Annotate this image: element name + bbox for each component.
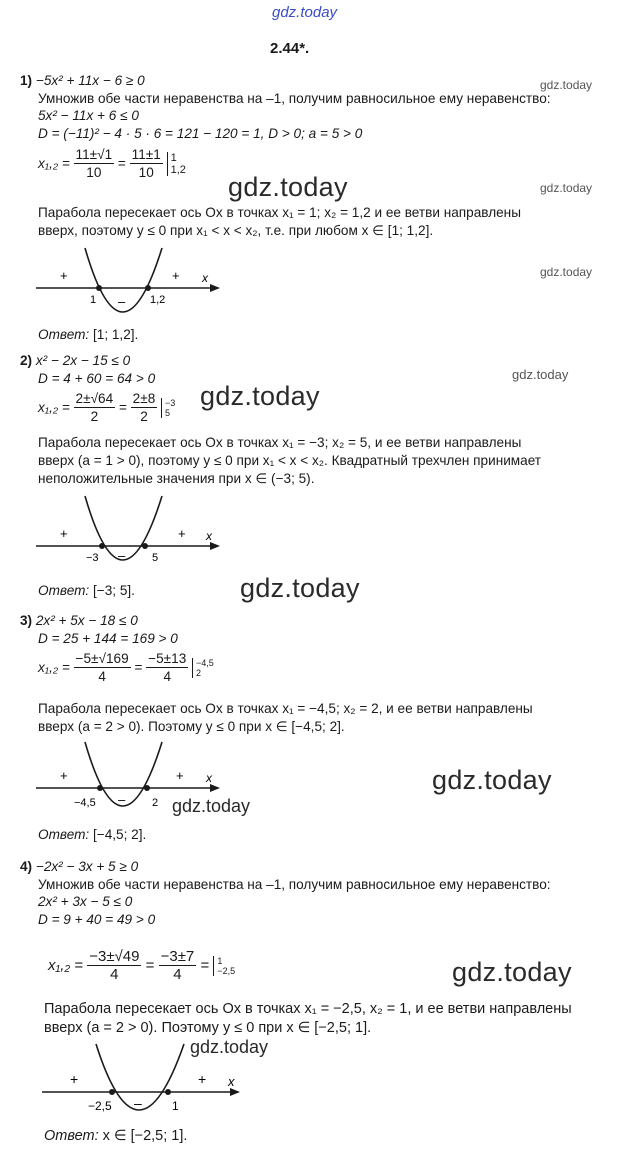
fraction	[74, 146, 115, 181]
multiply-note: Умножив обе части неравенства на –1, получим равносильное ему неравенство:	[38, 877, 551, 892]
sign-plus: +	[198, 1071, 207, 1087]
parabola-graph	[30, 494, 230, 574]
fraction	[159, 948, 197, 983]
watermark: gdz.today	[200, 381, 320, 411]
roots-label: x₁,₂ =	[38, 400, 70, 415]
problem-3-header	[20, 612, 138, 629]
multiply-note: Умножив обе части неравенства на –1, получим равносильное ему неравенство:	[38, 91, 551, 106]
fraction-numerator: −3±√49	[89, 948, 140, 965]
roots-list	[192, 658, 214, 678]
fraction-denominator: 4	[110, 966, 119, 983]
discriminant: D = 9 + 40 = 49 > 0	[38, 912, 156, 927]
root-value: 5	[165, 407, 171, 418]
fraction-numerator: 2±√64	[75, 391, 114, 406]
discriminant: D = 25 + 144 = 169 > 0	[38, 631, 178, 646]
roots-formula: x₁,₂ = $\frac{2\pm√64}{2}$ = $\frac{2\pm 8}{2}$ −3 5	[38, 391, 176, 424]
watermark: gdz.today	[190, 1037, 269, 1057]
root-value: 2	[196, 667, 202, 678]
answer-label: Ответ:	[38, 327, 90, 342]
fraction	[131, 390, 158, 425]
fraction-denominator: 10	[138, 165, 154, 180]
problem-1-header	[20, 72, 145, 89]
discriminant: D = (−11)² − 4 · 5 · 6 = 121 − 120 = 1, D > 0; a = 5 > 0	[38, 126, 363, 141]
answer	[38, 826, 146, 843]
axis-arrow-icon	[210, 784, 220, 792]
problem-number: 2)	[20, 353, 33, 368]
fraction-numerator: 11±√1	[75, 147, 113, 162]
explanation-line: Парабола пересекает ось Ox в точках x₁ = −4,5; x₂ = 2, и ее ветви направлены	[38, 701, 533, 716]
fraction	[74, 390, 116, 425]
watermark: gdz.today	[240, 573, 360, 603]
explanation-line: вверх (a = 2 > 0). Поэтому y ≤ 0 при x ∈ [−2,5; 1].	[44, 1020, 372, 1036]
sign-minus: –	[118, 294, 126, 309]
problem-2-header	[20, 352, 130, 369]
root-point	[97, 785, 103, 791]
watermark: gdz.today	[432, 765, 552, 795]
root-label: 1	[172, 1099, 179, 1113]
problem-4-header	[20, 858, 138, 875]
answer-value: [−3; 5].	[92, 583, 135, 598]
watermark: gdz.today	[452, 957, 572, 987]
axis-label: x	[206, 771, 212, 785]
root-value: 1	[217, 955, 223, 966]
roots-formula: x₁,₂ = $\frac{11\pm√1}{10}$ = $\frac{11\pm 1}{10}$ 1 1,2	[38, 147, 186, 180]
root-point	[144, 785, 150, 791]
root-point	[142, 543, 148, 549]
root-point	[96, 285, 102, 291]
fraction	[146, 650, 188, 685]
fraction-numerator: −5±√169	[75, 651, 129, 666]
sign-plus: +	[70, 1071, 79, 1087]
root-value: 1,2	[170, 163, 186, 176]
explanation-line: Парабола пересекает ось Ox в точках x₁ = −3; x₂ = 5, и ее ветви направлены	[38, 435, 522, 450]
fraction-numerator: 2±8	[132, 391, 156, 406]
axis-arrow-icon	[210, 542, 220, 550]
roots-label: x₁,₂ =	[38, 156, 70, 171]
transformed-inequality: 5x² − 11x + 6 ≤ 0	[38, 108, 139, 123]
root-value: −4,5	[196, 657, 214, 668]
root-label: 2	[152, 797, 159, 809]
sign-plus: +	[60, 526, 68, 541]
root-point	[165, 1089, 171, 1095]
problem-inequality: x² − 2x − 15 ≤ 0	[35, 353, 131, 368]
explanation-line: Парабола пересекает ось Ox в точках x₁ = −2,5, x₂ = 1, и ее ветви направлены	[44, 1001, 572, 1017]
answer-value: [1; 1,2].	[92, 327, 139, 342]
problem-inequality: −5x² + 11x − 6 ≥ 0	[35, 73, 145, 88]
roots-list	[167, 152, 186, 176]
fraction-denominator: 10	[86, 165, 102, 180]
page-title: 2.44*.	[270, 40, 310, 57]
root-point	[109, 1089, 115, 1095]
answer-label: Ответ:	[38, 827, 90, 842]
root-value: −3	[165, 397, 176, 408]
watermark-top: gdz.today	[272, 4, 338, 21]
problem-number: 4)	[20, 859, 33, 874]
parabola-graph	[30, 246, 230, 326]
axis-arrow-icon	[230, 1088, 240, 1096]
fraction-numerator: −5±13	[148, 651, 187, 666]
fraction-numerator: −3±7	[160, 948, 195, 965]
root-label: −4,5	[74, 797, 96, 809]
answer-label: Ответ:	[38, 583, 90, 598]
problem-inequality: 2x² + 5x − 18 ≤ 0	[35, 613, 138, 628]
explanation-line: вверх (a = 1 > 0), поэтому y ≤ 0 при x₁ < x < x₂. Квадратный трехчлен принимает	[38, 453, 542, 468]
roots-label: x₁,₂ =	[38, 660, 70, 675]
watermark: gdz.today	[228, 172, 348, 202]
answer	[44, 1128, 187, 1144]
root-point	[99, 543, 105, 549]
sign-plus: +	[176, 768, 184, 783]
watermark: gdz.today	[540, 181, 593, 195]
axis-label: x	[228, 1074, 235, 1089]
root-value: −2,5	[217, 965, 236, 976]
root-label: −2,5	[88, 1099, 112, 1113]
explanation-line: Парабола пересекает ось Ox в точках x₁ = 1; x₂ = 1,2 и ее ветви направлены	[38, 205, 521, 220]
axis-label: x	[206, 529, 212, 543]
answer	[38, 326, 138, 343]
transformed-inequality: 2x² + 3x − 5 ≤ 0	[38, 894, 133, 909]
problem-number: 3)	[20, 613, 33, 628]
fraction-denominator: 2	[140, 409, 148, 424]
parabola-graph	[34, 1042, 254, 1124]
watermark: gdz.today	[512, 367, 569, 382]
answer-value: x ∈ [−2,5; 1].	[102, 1128, 188, 1144]
explanation-line: вверх, поэтому y ≤ 0 при x₁ < x < x₂, т.е. при любом x ∈ [1; 1,2].	[38, 223, 434, 238]
root-label: 1	[90, 294, 97, 306]
root-label: −3	[86, 552, 99, 564]
sign-minus: –	[118, 792, 126, 807]
roots-list	[161, 398, 175, 418]
explanation-line: неположительные значения при x ∈ (−3; 5).	[38, 471, 315, 486]
problem-number: 1)	[20, 73, 33, 88]
sign-plus: +	[60, 768, 68, 783]
fraction-numerator: 11±1	[131, 147, 161, 162]
answer-label: Ответ:	[44, 1128, 99, 1144]
fraction	[87, 948, 141, 983]
roots-formula: x₁,₂ = $\frac{-3\pm√49}{4}$ = $\frac{-3\pm 7}{4}$ = 1 −2,5	[48, 948, 236, 983]
answer-value: [−4,5; 2].	[92, 827, 147, 842]
roots-list	[213, 956, 235, 976]
root-label: 5	[152, 552, 159, 564]
answer	[38, 582, 135, 599]
root-point	[145, 285, 151, 291]
problem-inequality: −2x² − 3x + 5 ≥ 0	[35, 859, 139, 874]
watermark: gdz.today	[172, 796, 251, 816]
sign-plus: +	[178, 526, 186, 541]
axis-label: x	[202, 271, 208, 285]
watermark: gdz.today	[540, 265, 593, 279]
sign-plus: +	[60, 268, 68, 283]
roots-formula: x₁,₂ = $\frac{-5\pm√169}{4}$ = $\frac{-5\pm 13}{4}$ −4,5 2	[38, 651, 214, 684]
axis-arrow-icon	[210, 284, 220, 292]
fraction-denominator: 4	[173, 966, 182, 983]
fraction-denominator: 4	[163, 669, 171, 684]
root-value: 1	[170, 151, 177, 164]
fraction	[74, 650, 131, 685]
fraction-denominator: 4	[98, 669, 106, 684]
sign-minus: –	[118, 548, 126, 563]
discriminant: D = 4 + 60 = 64 > 0	[38, 371, 156, 386]
root-label: 1,2	[150, 294, 166, 306]
fraction-denominator: 2	[90, 409, 99, 424]
sign-plus: +	[172, 268, 180, 283]
sign-minus: –	[134, 1095, 142, 1111]
parabola-graph	[30, 740, 230, 820]
explanation-line: вверх (a = 2 > 0). Поэтому y ≤ 0 при x ∈ [−4,5; 2].	[38, 719, 345, 734]
fraction	[130, 146, 163, 181]
roots-label: x₁,₂ =	[48, 957, 84, 974]
watermark: gdz.today	[540, 78, 593, 92]
